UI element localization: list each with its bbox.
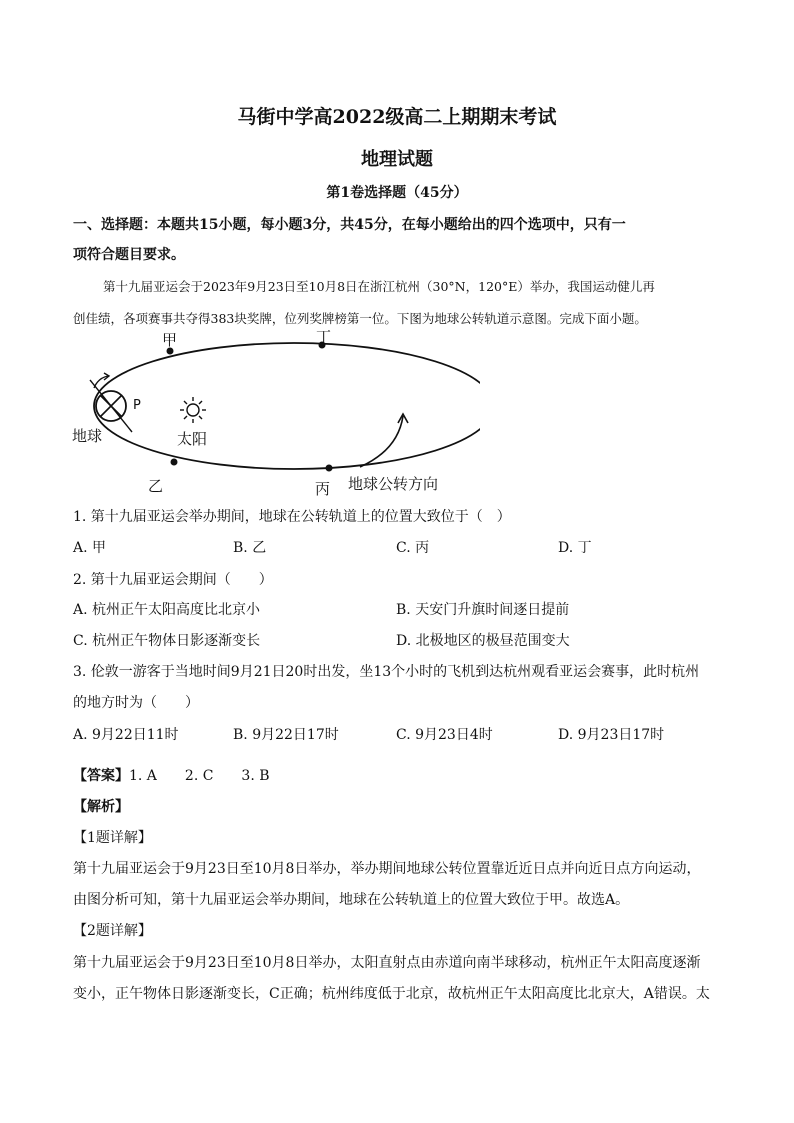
- q3-option-b: B. 9月22日17时: [233, 727, 339, 743]
- position-yi-dot: [171, 459, 178, 466]
- q2-option-c: C. 杭州正午物体日影逐渐变长: [73, 633, 261, 649]
- subject-title: 地理试题: [361, 149, 433, 170]
- label-bing: 丙: [315, 480, 331, 498]
- position-bing-dot: [326, 465, 333, 472]
- orbit-diagram: [60, 326, 480, 502]
- instructions-line-1: 一、选择题：本题共15小题，每小题3分，共45分，在每小题给出的四个选项中，只有一: [73, 217, 626, 233]
- q2-analysis-line-2: 变小，正午物体日影逐渐变长，C正确；杭州纬度低于北京，故杭州正午太阳高度比北京大，A错误。太: [73, 986, 710, 1002]
- label-sun: 太阳: [177, 430, 208, 448]
- label-p: P: [133, 398, 141, 413]
- q2-option-a: A. 杭州正午太阳高度比北京小: [73, 602, 261, 618]
- q1-option-d: D. 丁: [558, 540, 592, 556]
- q1-option-a: A. 甲: [73, 540, 107, 556]
- question-3-stem-line-1: 3. 伦敦一游客于当地时间9月21日20时出发，坐13个小时的飞机到达杭州观看亚运会赛事，此时杭州: [73, 664, 700, 680]
- q3-option-d: D. 9月23日17时: [558, 727, 665, 743]
- answer-row: [73, 765, 270, 785]
- section-title: 第1卷选择题（45分）: [326, 185, 468, 201]
- q3-option-a: A. 9月22日11时: [73, 727, 179, 743]
- label-ding: 丁: [316, 328, 332, 346]
- intro-line-1: 第十九届亚运会于2023年9月23日至10月8日在浙江杭州（30°N，120°E）举办，我国运动健儿再: [103, 279, 655, 294]
- orbit-ellipse: [94, 343, 480, 469]
- q1-analysis-line-1: 第十九届亚运会于9月23日至10月8日举办，举办期间地球公转位置靠近近日点并向近日点方向运动，: [73, 861, 701, 877]
- q2-analysis-line-1: 第十九届亚运会于9月23日至10月8日举办，太阳直射点由赤道向南半球移动，杭州正午太阳高度逐渐: [73, 955, 701, 971]
- sun-icon: [180, 397, 206, 423]
- q2-option-d: D. 北极地区的极昼范围变大: [396, 633, 570, 649]
- question-2-stem: 2. 第十九届亚运会期间（ ）: [73, 572, 273, 588]
- q2-analysis-label: 【2题详解】: [73, 923, 152, 939]
- answer-values: 1. A 2. C 3. B: [129, 768, 270, 784]
- question-3-stem-line-2: 的地方时为（ ）: [73, 695, 199, 711]
- q3-option-c: C. 9月23日4时: [396, 727, 493, 743]
- label-earth: 地球: [72, 427, 103, 445]
- question-1-stem: 1. 第十九届亚运会举办期间，地球在公转轨道上的位置大致位于（ ）: [73, 509, 511, 525]
- q1-analysis-label: 【1题详解】: [73, 830, 152, 846]
- label-yi: 乙: [148, 477, 164, 495]
- q1-option-b: B. 乙: [233, 540, 267, 556]
- answer-label: 【答案】: [73, 768, 129, 784]
- label-direction: 地球公转方向: [348, 475, 439, 493]
- q1-option-c: C. 丙: [396, 540, 430, 556]
- earth-icon: [90, 373, 132, 432]
- exam-title: 马街中学高2022级高二上期期末考试: [237, 106, 557, 128]
- label-jia: 甲: [162, 331, 178, 349]
- q2-option-b: B. 天安门升旗时间逐日提前: [396, 602, 570, 618]
- q1-analysis-line-2: 由图分析可知，第十九届亚运会举办期间，地球在公转轨道上的位置大致位于甲。故选A。: [73, 892, 630, 908]
- analysis-label: 【解析】: [73, 799, 129, 815]
- instructions-line-2: 项符合题目要求。: [73, 247, 185, 263]
- intro-line-2: 创佳绩，各项赛事共夺得383块奖牌，位列奖牌榜第一位。下图为地球公转轨道示意图。完成下面小题。: [73, 311, 647, 326]
